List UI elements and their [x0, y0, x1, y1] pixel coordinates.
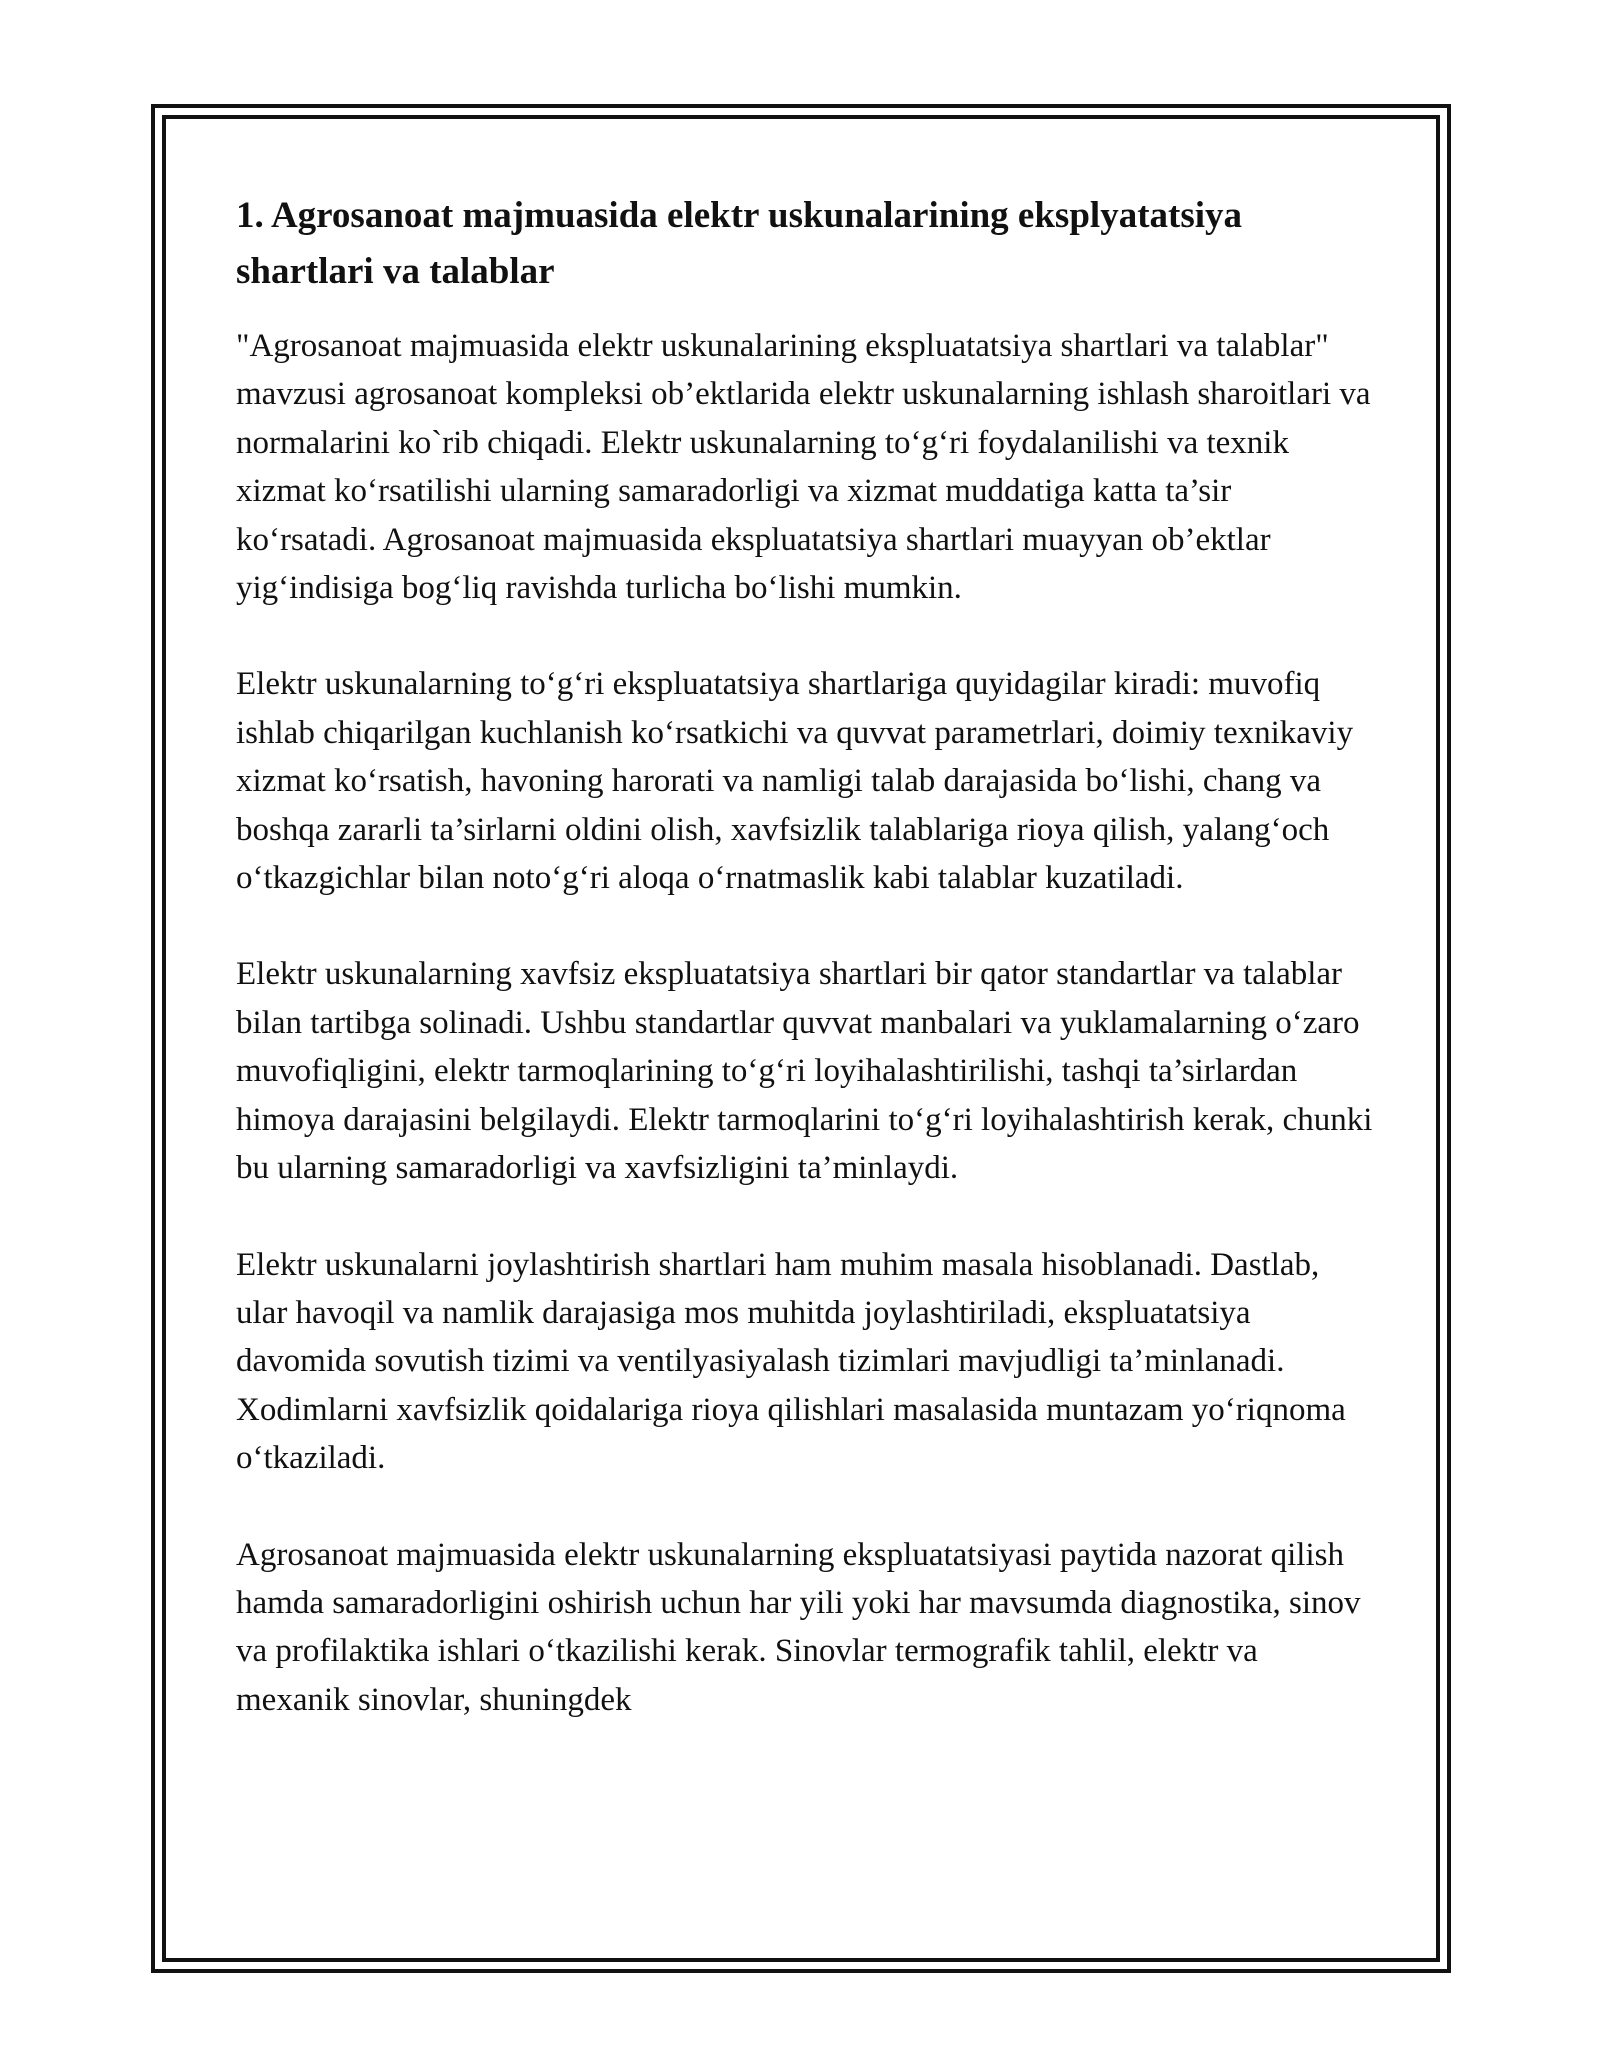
paragraph-5: Agrosanoat majmuasida elektr uskunalarning ekspluatatsiyasi paytida nazorat qilish hamda samaradorligini oshirish uchun har yili yoki har mavsumda diagnostika, sinov va profilaktika ishlari o‘tkazilishi kerak. Sinovlar termografik tahlil, elektr va mexanik sinovlar, shuningdek: [236, 1536, 1361, 1718]
paragraph-3: Elektr uskunalarning xavfsiz ekspluatatsiya shartlari bir qator standartlar va talablar bilan tartibga solinadi. Ushbu standartlar quvvat manbalari va yuklamalarning o‘zaro muvofiqligini, elektr tarmoqlarining to‘g‘ri loyihalashtirilishi, tashqi ta’sirlardan himoya darajasini belgilaydi. Elektr tarmoqlarini to‘g‘ri loyihalashtirish kerak, chunki bu ularning samaradorligi va xavfsizligini ta’minlaydi.: [236, 956, 1373, 1187]
section-heading: 1. Agrosanoat majmuasida elektr uskunalarining eksplуatatsiya shartlari va talablar: [236, 195, 1243, 292]
paragraph-4: Elektr uskunalarni joylashtirish shartlari ham muhim masala hisoblanadi. Dastlab, ular havoqil va namlik darajasiga mos muhitda joylashtiriladi, ekspluatatsiya davomida sovutish tizimi va ventilyasiyalash tizimlari mavjudligi ta’minlanadi. Xodimlarni xavfsizlik qoidalariga rioya qilishlari masalasida muntazam yo‘riqnoma o‘tkaziladi.: [236, 1246, 1346, 1477]
paragraph-1: "Agrosanoat majmuasida elektr uskunalarining ekspluatatsiya shartlari va talablar" mavzusi agrosanoat kompleksi ob’ektlarida elektr uskunalarning ishlash sharoitlari va normalarini ko`rib chiqadi. Elektr uskunalarning to‘g‘ri foydalanilishi va texnik xizmat ko‘rsatilishi ularning samaradorligi va xizmat muddatiga katta ta’sir ko‘rsatadi. Agrosanoat majmuasida ekspluatatsiya shartlari muayyan ob’ektlar yig‘indisiga bog‘liq ravishda turlicha bo‘lishi mumkin.: [236, 328, 1371, 607]
paragraph-2: Elektr uskunalarning to‘g‘ri ekspluatatsiya shartlariga quyidagilar kiradi: muvofiq ishlab chiqarilgan kuchlanish ko‘rsatkichi va quvvat parametrlari, doimiy texnikaviy xizmat ko‘rsatish, havoning harorati va namligi talab darajasida bo‘lishi, chang va boshqa zararli ta’sirlarni oldini olish, xavfsizlik talablariga rioya qilish, yalang‘och o‘tkazgichlar bilan noto‘g‘ri aloqa o‘rnatmaslik kabi talablar kuzatiladi.: [236, 666, 1354, 897]
document-body: [236, 188, 1376, 1772]
